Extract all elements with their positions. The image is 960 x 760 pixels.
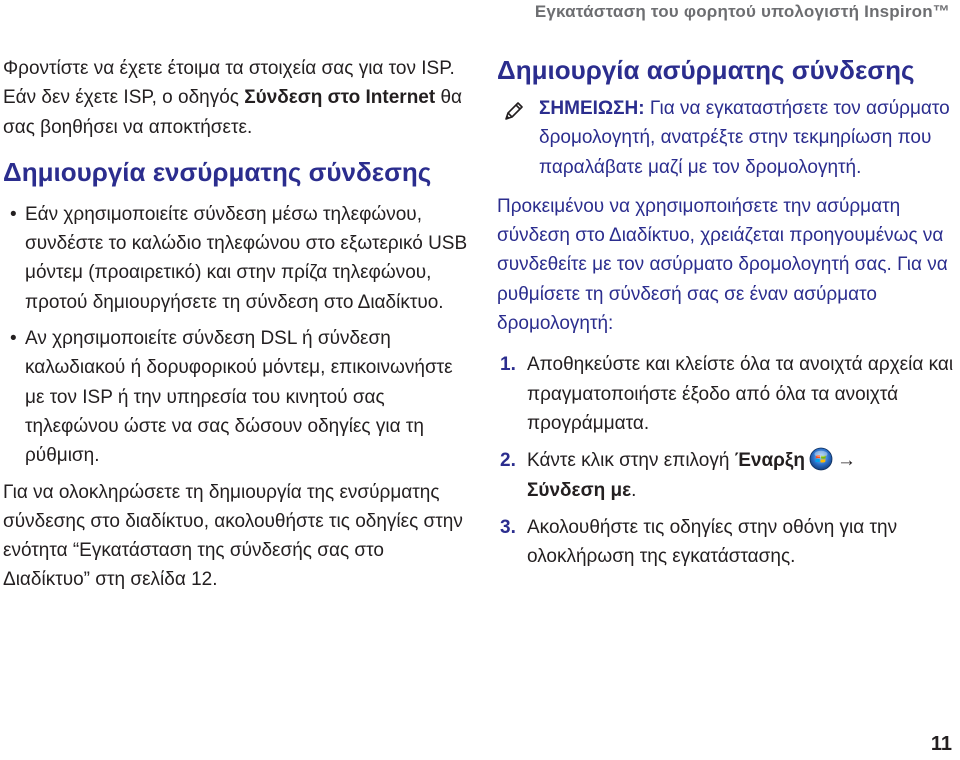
step-text: Αποθηκεύστε και κλείστε όλα τα ανοιχτά αρχεία και πραγματοποιήστε έξοδο από όλα τα ανοιχτά προγράμματα.	[527, 354, 954, 434]
page-number: 11	[930, 733, 952, 755]
steps-list	[497, 350, 957, 571]
step-text: Ακολουθήστε τις οδηγίες στην οθόνη για την ολοκλήρωση της εγκατάστασης.	[527, 516, 898, 568]
bullet-text: Εάν χρησιμοποιείτε σύνδεση μέσω τηλεφώνου, συνδέστε το καλώδιο τηλεφώνου στο εξωτερικό USB μόντεμ (προαιρετικό) και στην πρίζα τηλεφώνου, προτού δημιουργήσετε τη σύνδεση στο Διαδίκτυο.	[25, 203, 468, 313]
right-column	[497, 54, 957, 579]
step-number: 1.	[500, 354, 516, 376]
intro-paragraph	[3, 54, 473, 142]
wireless-connection-title: Δημιουργία ασύρματης σύνδεσης	[497, 55, 915, 85]
wireless-intro-paragraph: Προκειμένου να χρησιμοποιήσετε την ασύρματη σύνδεση στο Διαδίκτυο, χρειάζεται προηγουμένως να συνδεθείτε με τον ασύρματο δρομολογητή σας. Για να ρυθμίσετε τη σύνδεσή σας σε έναν ασύρματο δρομολογητή:	[497, 195, 948, 335]
step-number: 3.	[500, 516, 516, 538]
internet-wizard-name: Σύνδεση στο Internet	[244, 87, 436, 109]
intro-text-start: Φροντίστε να έχετε έτοιμα τα στοιχεία σας για τον ISP. Εάν δεν έχετε ISP, ο οδηγός	[3, 58, 455, 109]
menu-arrow: →	[836, 450, 856, 472]
bullet-dot: •	[10, 203, 17, 225]
bullet-text: Αν χρησιμοποιείτε σύνδεση DSL ή σύνδεση καλωδιακού ή δορυφορικού μόντεμ, επικοινωνήστε με τον ISP ή την υπηρεσία του κινητού σας τηλεφώνου ώστε να σας δώσουν οδηγίες για τη ρύθμιση.	[25, 328, 453, 467]
wired-connection-title: Δημιουργία ενσύρματης σύνδεσης	[3, 156, 432, 187]
note-box	[497, 94, 957, 182]
note-label: ΣΗΜΕΙΩΣΗ:	[539, 98, 645, 119]
closing-paragraph: Για να ολοκληρώσετε τη δημιουργία της ενσύρματης σύνδεσης στο διαδίκτυο, ακολουθήστε τις οδηγίες στην ενότητα “Εγκατάσταση της σύνδεσής σας στο Διαδίκτυο” στη σελίδα 12.	[3, 481, 463, 591]
step-item	[497, 446, 957, 505]
left-column	[3, 54, 473, 595]
step-text-end: .	[631, 479, 637, 501]
bullet-item	[3, 200, 473, 317]
bullet-dot: •	[10, 328, 17, 350]
step-item	[497, 350, 957, 438]
intro-text-end: θα σας βοηθήσει να αποκτήσετε.	[3, 87, 463, 138]
step-number: 2.	[500, 450, 516, 472]
step-item	[497, 513, 957, 572]
start-menu-label: Έναρξη	[734, 450, 805, 472]
bullet-item	[3, 324, 473, 470]
windows-start-icon	[809, 447, 833, 471]
note-text: Για να εγκαταστήσετε τον ασύρματο δρομολογητή, ανατρέξτε στην τεκμηρίωση που παραλάβατε μαζί με τον δρομολογητή.	[539, 98, 950, 178]
step-text-start: Κάντε κλικ στην επιλογή	[527, 450, 735, 472]
connect-to-label: Σύνδεση με	[527, 479, 632, 501]
running-header: Εγκατάσταση του φορητού υπολογιστή Inspiron™	[534, 2, 950, 21]
pencil-icon	[503, 100, 525, 122]
